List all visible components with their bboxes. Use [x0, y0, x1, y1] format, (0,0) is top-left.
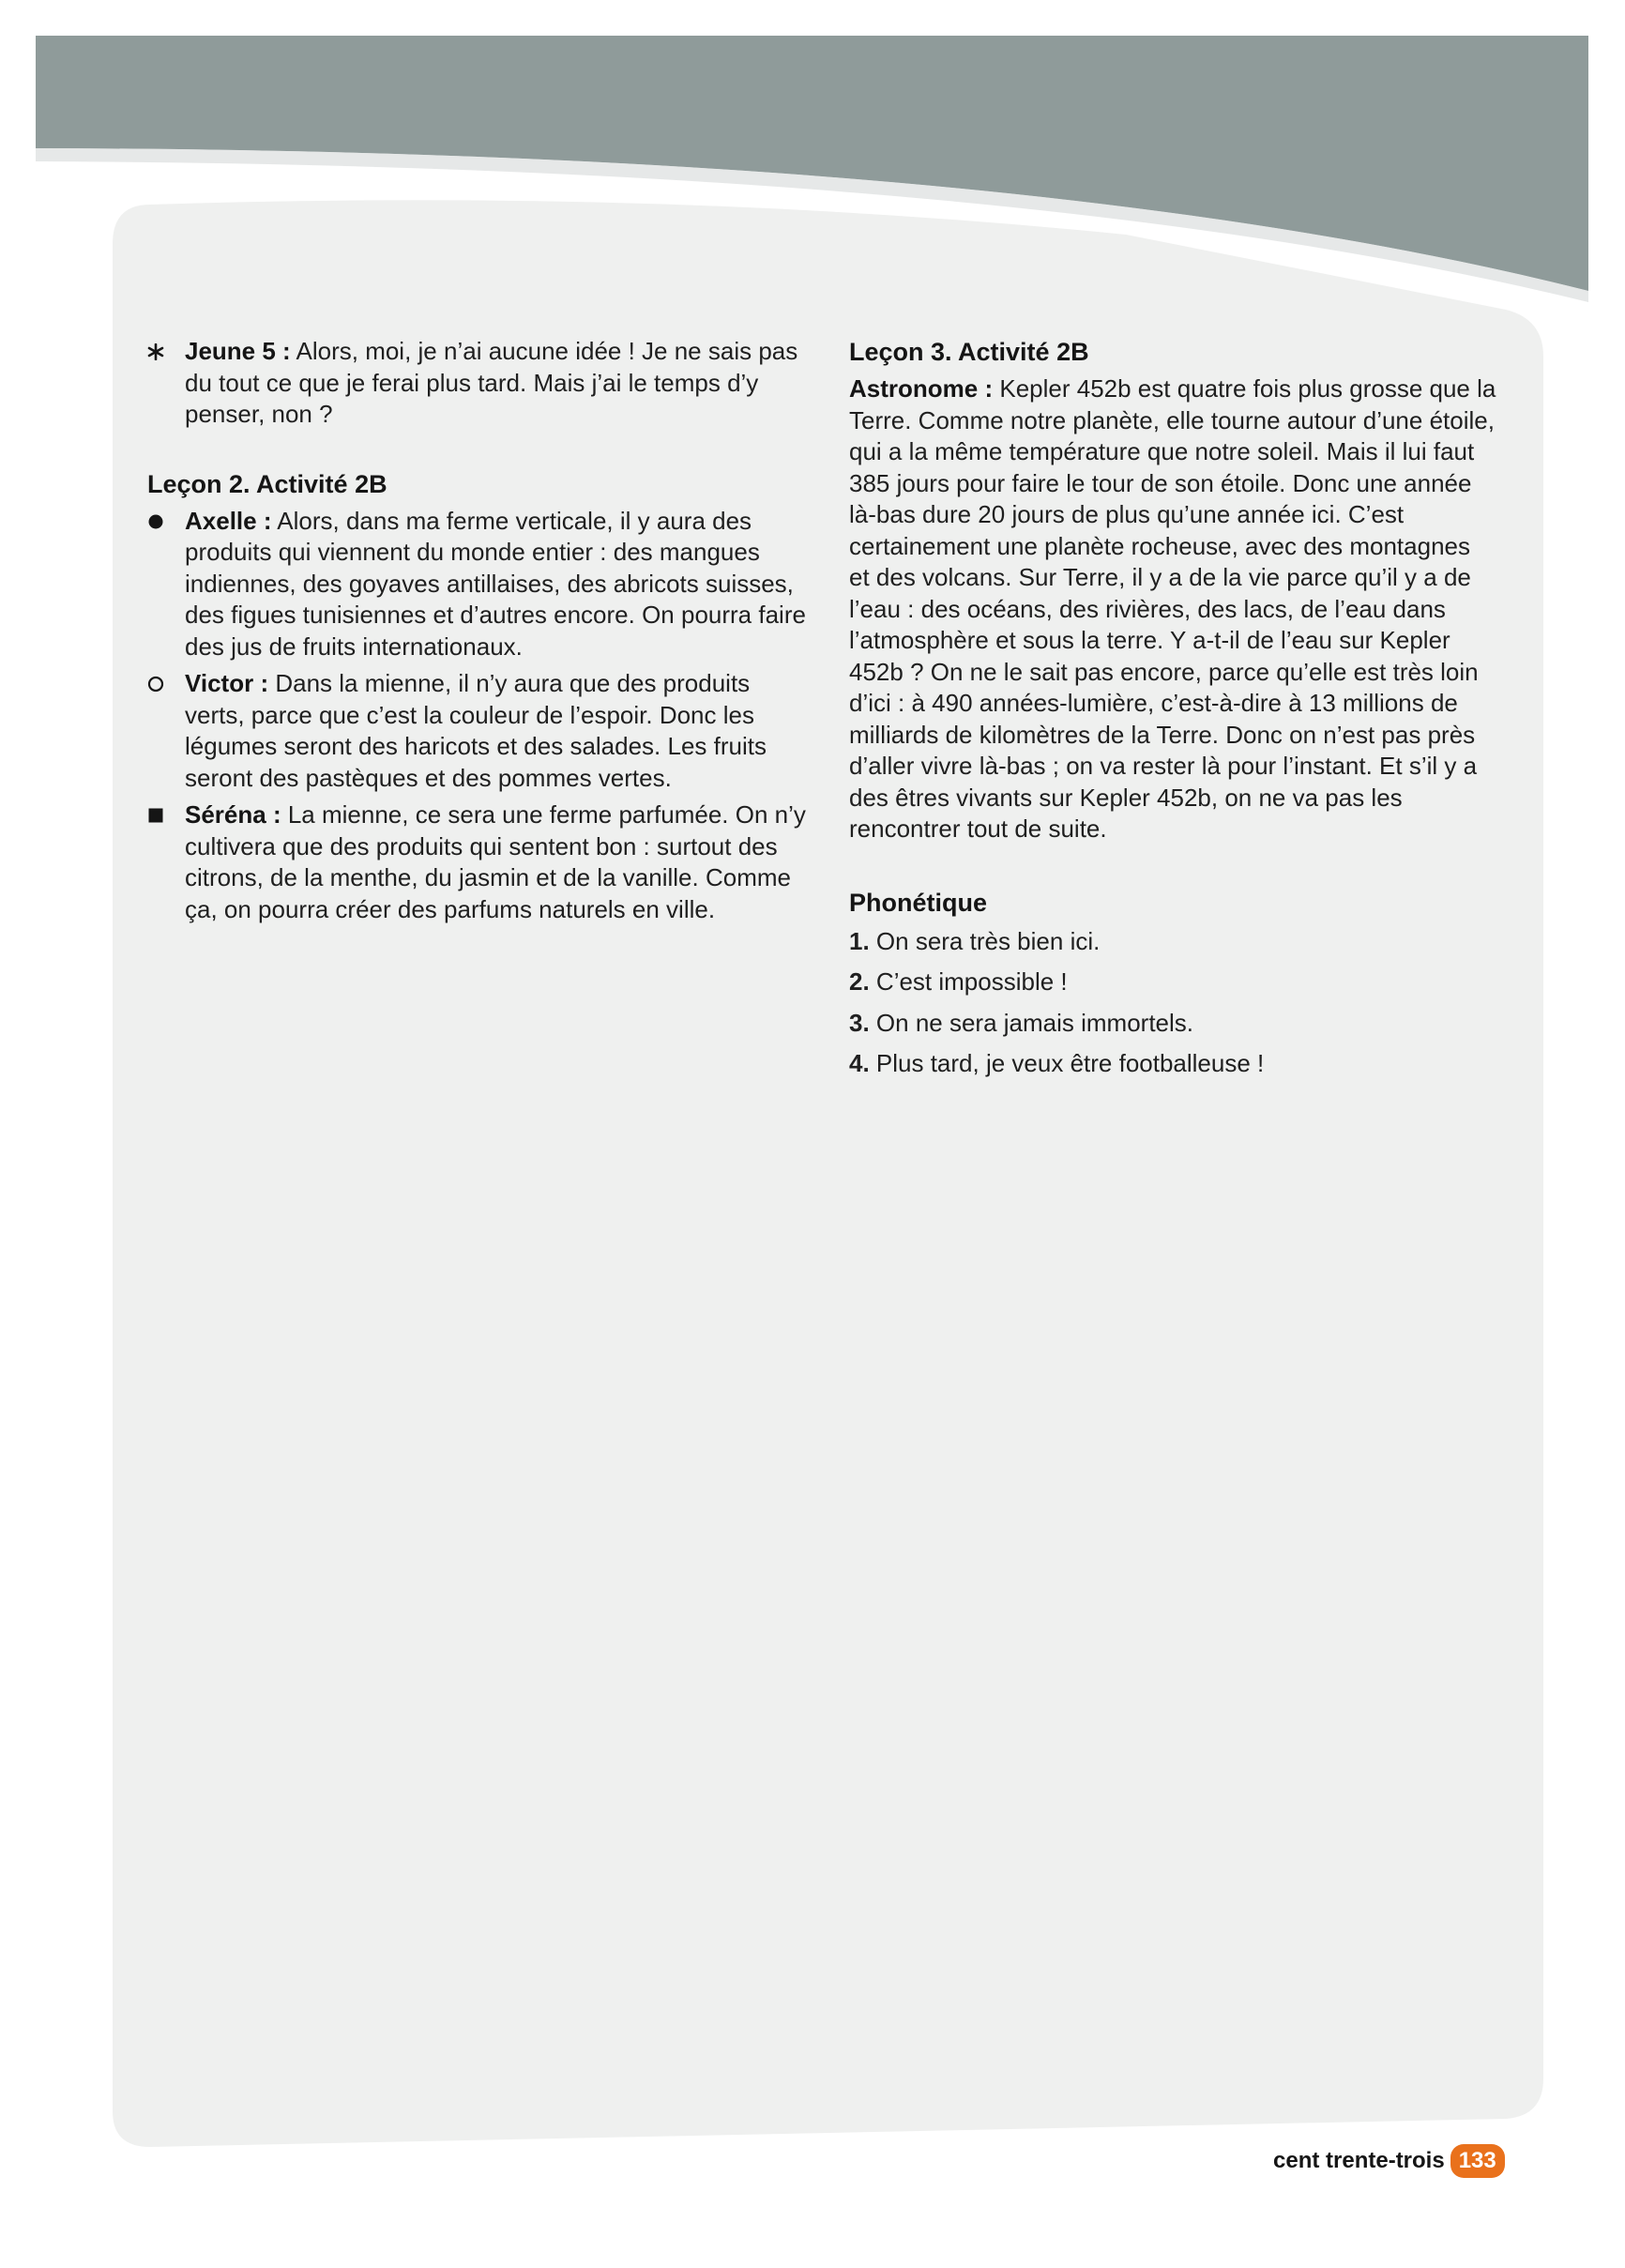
item-text: On sera très bien ici. — [869, 926, 1101, 955]
dialogue-text — [185, 799, 813, 925]
filled-square-icon — [147, 807, 164, 824]
page-number-words: cent trente-trois — [1273, 2148, 1445, 2173]
dialogue-line: Dans la mienne, il n’y aura que des produits verts, parce que c’est la couleur de l’espoir. Donc les légumes seront des haricots et des salades. Les fruits seront des pastèques et des pommes vertes. — [185, 669, 767, 792]
dialogue-line: Alors, dans ma ferme verticale, il y aura des produits qui viennent du monde entier : des mangues indiennes, des goyaves antillaises, des abricots suisses, des figues tunisiennes et d’autres encore. On pourra faire des jus de fruits internationaux. — [185, 506, 806, 661]
speaker-name: Jeune 5 : — [185, 337, 291, 365]
dialogue-text — [185, 336, 813, 431]
item-number: 2. — [849, 967, 870, 996]
hollow-circle-icon — [147, 676, 164, 693]
item-text: On ne sera jamais immortels. — [869, 1008, 1194, 1037]
dialogue-text — [185, 668, 813, 794]
right-column — [849, 336, 1496, 1089]
dialogue-line: Alors, moi, je n’ai aucune idée ! Je ne sais pas du tout ce que je ferai plus tard. Mais j’ai le temps d’y penser, non ? — [185, 337, 798, 428]
speaker-name: Victor : — [185, 669, 269, 697]
section-title-lecon3: Leçon 3. Activité 2B — [849, 338, 1089, 366]
astronome-paragraph — [849, 373, 1496, 845]
left-column — [147, 336, 813, 931]
dialogue-item-serena — [147, 799, 813, 925]
filled-circle-icon — [147, 513, 164, 530]
page-number-badge: 133 — [1450, 2144, 1505, 2178]
page-footer — [1273, 2142, 1505, 2180]
astronome-text: Kepler 452b est quatre fois plus grosse que la Terre. Comme notre planète, elle tourne autour d’une étoile, qui a la même température que notre soleil. Mais il lui faut 385 jours pour faire le tour de son étoile. Donc une année là-bas dure 20 jours de plus qu’une année ici. C’est certainement une planète rocheuse, avec des montagnes et des volcans. Sur Terre, il y a de la vie parce qu’il y a de l’eau : des océans, des rivières, des lacs, de l’eau dans l’atmosphère et sous la terre. Y a-t-il de l’eau sur Kepler 452b ? On ne le sait pas encore, parce qu’elle est très loin d’ici : à 490 années-lumière, c’est-à-dire à 13 millions de milliards de kilomètres de la Terre. Donc on n’est pas près d’aller vivre là-bas ; on va rester là pour l’instant. Et s’il y a des êtres vivants sur Kepler 452b, on ne va pas les rencontrer tout de suite. — [849, 374, 1496, 843]
phonetique-item — [849, 926, 1496, 958]
phonetique-item — [849, 1008, 1496, 1040]
speaker-name: Astronome : — [849, 374, 994, 403]
item-number: 1. — [849, 926, 870, 955]
phonetique-item — [849, 1048, 1496, 1080]
phonetique-list — [849, 926, 1496, 1080]
dialogue-line: La mienne, ce sera une ferme parfumée. On n’y cultivera que des produits qui sentent bon : surtout des citrons, de la menthe, du jasmin et de la vanille. Comme ça, on pourra créer des parfums naturels en ville. — [185, 800, 806, 923]
dialogue-item-victor — [147, 668, 813, 794]
section-title-lecon2: Leçon 2. Activité 2B — [147, 469, 387, 498]
speaker-name: Séréna : — [185, 800, 281, 829]
dialogue-text — [185, 506, 813, 663]
section-title-phonetique: Phonétique — [849, 888, 987, 917]
dialogue-item-axelle — [147, 506, 813, 663]
speaker-name: Axelle : — [185, 506, 272, 535]
item-text: C’est impossible ! — [869, 967, 1068, 996]
item-number: 3. — [849, 1008, 870, 1037]
item-number: 4. — [849, 1049, 870, 1077]
phonetique-item — [849, 967, 1496, 998]
asterisk-icon — [147, 343, 164, 360]
dialogue-item-jeune5 — [147, 336, 813, 431]
item-text: Plus tard, je veux être footballeuse ! — [869, 1049, 1265, 1077]
